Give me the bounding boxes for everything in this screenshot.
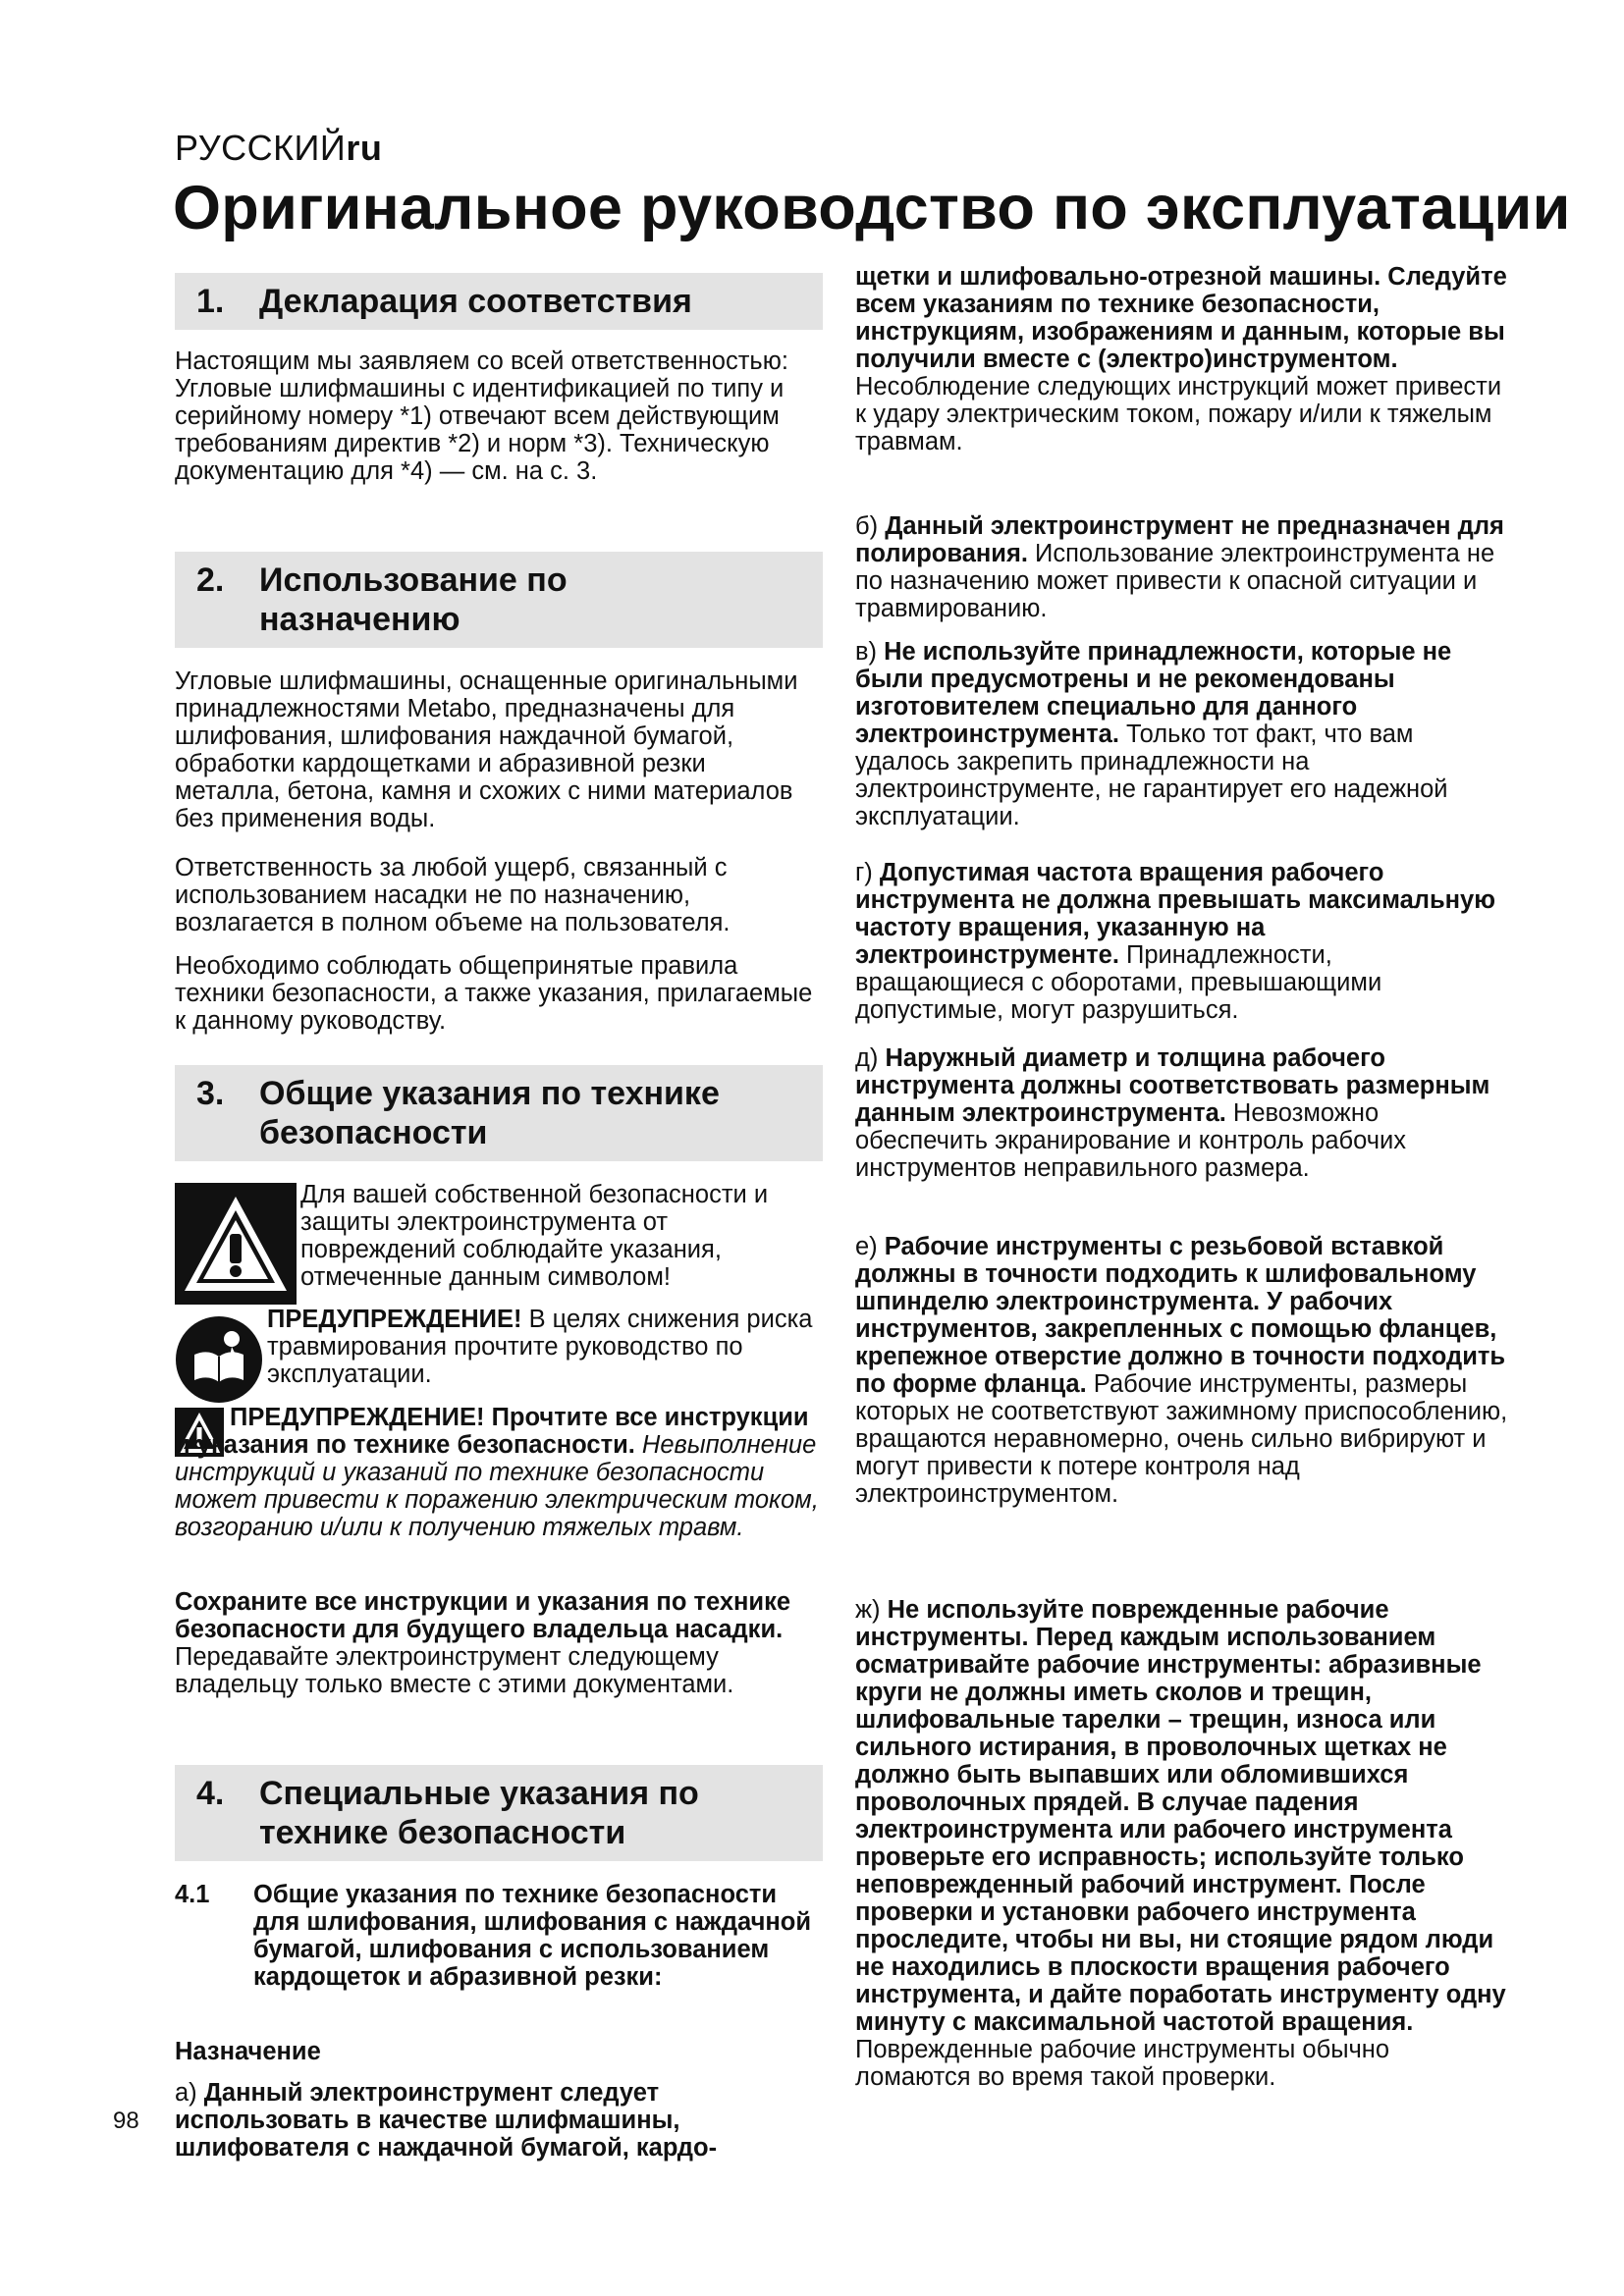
item-d-text: Невозможно обеспечить экранирование и контроль рабочих инструментов неправильного размера. [855,1099,1407,1182]
subsection-purpose-label: Назначение [175,2038,321,2065]
warning-triangle-icon [175,1183,297,1305]
item-zh [855,1596,1508,2091]
item-e-text: Рабочие инструменты, размеры которых не соответствуют зажимному приспособлению, вращаются неравномерно, очень сильно вибрируют и могут привести к потере контроля над электроинструментом. [855,1370,1508,1508]
item-e-prefix: е) [855,1233,885,1260]
section-number: 2. [196,561,225,599]
item-d [855,1044,1508,1182]
section-title-line-1: Специальные указания по [259,1775,699,1812]
section-title: Декларация соответствия [259,283,692,320]
item-v-text: Только тот факт, что вам удалось закрепить принадлежности на электроинструменте, не гарантирует его надежной эксплуатации. [855,721,1448,830]
item-a [175,2079,823,2162]
continued-bold: щетки и шлифовально-отрезной машины. Следуйте всем указаниям по технике безопасности, инструкциям, изображениям и данным, которые вы получили вместе с (электро)инструментом. [855,263,1507,373]
keep-instructions [175,1588,823,1698]
item-b [855,512,1508,622]
read-manual-icon [175,1315,263,1404]
keep-instructions-bold: Сохраните все инструкции и указания по технике безопасности для будущего владельца насадки. [175,1588,791,1643]
section-2-heading [175,552,823,648]
continued-text: Несоблюдение следующих инструкций может привести к удару электрическим током, пожару и/или к тяжелым травмам. [855,373,1502,455]
section-title-line-2: безопасности [259,1114,488,1151]
keep-instructions-text: Передавайте электроинструмент следующему владельцу только вместе с этими документами. [175,1643,734,1698]
item-zh-bold: Не используйте поврежденные рабочие инструменты. Перед каждым использованием осматривайте рабочие инструменты: абразивные круги не должны иметь сколов и трещин, шлифовальные тарелки – трещин, износа или сильного истирания, в проволочных щетках не должно быть выпавших или обломившихся проволочных прядей. В случае падения электроинструмента или рабочего инструмента проверьте его исправность; используйте только неповрежденный рабочий инструмент. После проверки и установки рабочего инструмента проследите, чтобы ни вы, ни стоящие рядом люди не находились в плоскости вращения рабочего инструмента, и дайте поработать инструменту одну минуту с максимальной частотой вращения. [855,1596,1506,2036]
language-code: ru [346,128,383,168]
language-label [175,128,382,169]
item-v [855,638,1508,830]
section-title-line-2: назначению [259,601,460,638]
item-a-prefix: а) [175,2079,204,2107]
item-g-bold: Допустимая частота вращения рабочего инструмента не должна превышать максимальную частоту вращения, указанную на электроинструменте. [855,859,1496,969]
warning-label: ПРЕДУПРЕЖДЕНИЕ! [267,1306,522,1333]
item-zh-text: Поврежденные рабочие инструменты обычно ломаются во время такой проверки. [855,2036,1390,2091]
item-e-bold: Рабочие инструменты с резьбовой вставкой должны в точности подходить к шлифовальному шпинделю электроинструмента. У рабочих инструментов, закрепленных с помощью фланцев, крепежное отверстие должно в точности подходить по форме фланца. [855,1233,1506,1398]
section-1-heading [175,273,823,330]
subsection-4-1-title: Общие указания по технике безопасности для шлифования, шлифования с наждачной бумагой, шлифования с использованием кардощеток и абразивной резки: [253,1881,812,1991]
item-d-bold: Наружный диаметр и толщина рабочего инструмента должны соответствовать размерным данным электроинструмента. [855,1044,1490,1127]
section-2-paragraph-1: Угловые шлифмашины, оснащенные оригинальными принадлежностями Metabo, предназначены для шлифования, шлифования наждачной бумагой, обработки кардощетками и абразивной резки металла, бетона, камня и схожих с ними материалов без применения воды. [175,667,798,832]
language-name: РУССКИЙ [175,128,347,168]
section-3-heading [175,1065,823,1161]
warning-italic-text: Невыполнение инструкций и указаний по технике безопасности может привести к поражению электрическим током, возгоранию и/или к получению тяжелых травм. [175,1431,819,1541]
item-b-prefix: б) [855,512,886,540]
item-e [855,1233,1508,1508]
warning-bold-text: ПРЕДУПРЕЖДЕНИЕ! Прочтите все инструкции и указания по технике безопасности. [175,1404,809,1459]
section-2-paragraph-2: Ответственность за любой ущерб, связанный с использованием насадки не по назначению, возлагается в полном объеме на пользователя. [175,854,731,936]
page-number: 98 [113,2108,139,2134]
item-a-bold: Данный электроинструмент следует использовать в качестве шлифмашины, шлифователя с наждачной бумагой, кардо- [175,2079,718,2162]
read-manual-warning [267,1306,823,1388]
item-zh-prefix: ж) [855,1596,888,1624]
item-g-text: Принадлежности, вращающиеся с оборотами, превышающими допустимые, могут разрушиться. [855,941,1382,1024]
continued-item-a [855,263,1508,455]
item-g-prefix: г) [855,859,880,886]
item-v-bold: Не используйте принадлежности, которые не были предусмотрены и не рекомендованы изготовителем специально для данного электроинструмента. [855,638,1452,748]
warning-text: В целях снижения риска травмирования прочтите руководство по эксплуатации. [267,1306,813,1388]
section-1-text: Настоящим мы заявляем со всей ответственностью: Угловые шлифмашины с идентификацией по типу и серийному номеру *1) отвечают всем действующим требованиям директив *2) и норм *3). Техническую документацию для *4) — см. на с. 3. [175,347,788,485]
section-title-line-1: Общие указания по технике [259,1075,720,1112]
section-4-heading [175,1765,823,1861]
section-number: 3. [196,1075,225,1112]
section-number: 4. [196,1775,225,1812]
subsection-4-1-number: 4.1 [175,1881,210,1908]
item-d-prefix: д) [855,1044,886,1072]
read-instructions-warning [175,1404,819,1541]
section-2-paragraph-3: Необходимо соблюдать общепринятые правила техники безопасности, а также указания, прилагаемые к данному руководству. [175,952,813,1035]
item-g [855,859,1508,1024]
section-title-line-2: технике безопасности [259,1814,626,1851]
section-title-line-1: Использование по [259,561,568,599]
item-v-prefix: в) [855,638,885,666]
item-b-bold: Данный электроинструмент не предназначен для полирования. [855,512,1504,567]
page-title: Оригинальное руководство по эксплуатации [173,174,1571,242]
safety-symbol-note: Для вашей собственной безопасности и защиты электроинструмента от повреждений соблюдайте указания, отмеченные данным символом! [300,1181,769,1291]
section-number: 1. [196,283,225,320]
item-b-text: Использование электроинструмента не по назначению может привести к опасной ситуации и травмированию. [855,540,1495,622]
